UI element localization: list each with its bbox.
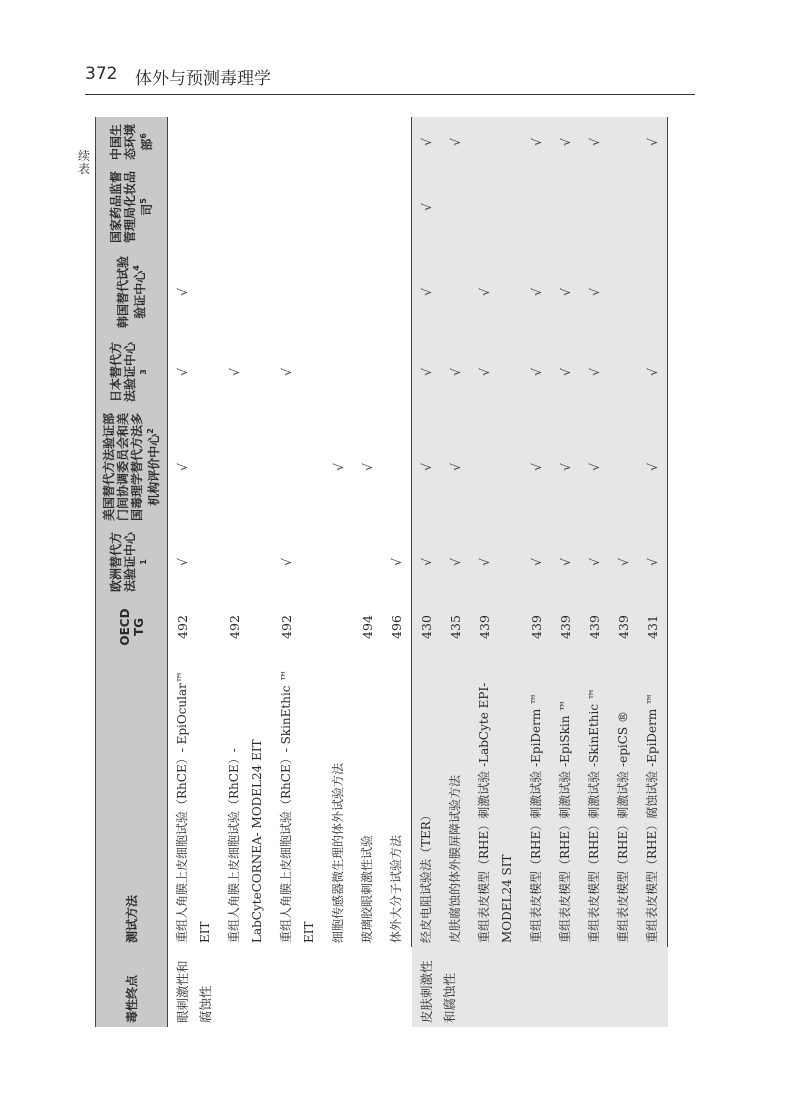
validation-mark-cell: √ <box>412 337 442 407</box>
validation-mark-cell: √ <box>360 463 375 471</box>
method-cell: 经皮电阻试验法（TER） <box>412 657 442 947</box>
validation-mark-cell: √ <box>580 407 609 527</box>
header-label: OECD TG <box>117 608 146 646</box>
validation-mark-cell <box>353 527 382 597</box>
table-row <box>272 117 324 1027</box>
validation-mark-cell: √ <box>638 407 668 527</box>
header-footnote-marker: 2 <box>146 428 155 434</box>
validation-mark-cell <box>382 247 412 337</box>
validation-mark-cell: √ <box>609 527 638 597</box>
validation-mark-cell <box>441 167 470 247</box>
validation-mark-cell <box>609 117 638 167</box>
validation-mark-cell <box>324 527 353 597</box>
validation-mark-cell <box>609 407 638 527</box>
validation-mark-cell: √ <box>470 247 522 337</box>
header-footnote-marker: 1 <box>139 559 148 565</box>
oecd-tg-cell: 439 <box>470 597 522 657</box>
validation-mark-cell: √ <box>441 117 470 167</box>
method-cell: 重组表皮模型（RHE）刺激试验 -EpiSkin ™ <box>551 657 580 947</box>
validation-mark-cell <box>324 117 353 167</box>
oecd-tg-cell: 439 <box>609 597 638 657</box>
method-cell: 重组人角膜上皮细胞试验（RhCE）- EpiOcular™ EIT <box>175 671 212 943</box>
table-header-row <box>96 117 168 1027</box>
oecd-tg-cell: 431 <box>638 597 668 657</box>
validation-mark-cell <box>220 167 272 247</box>
table-row <box>412 117 442 1027</box>
table-row <box>382 117 412 1027</box>
validation-mark-cell <box>638 247 668 337</box>
table-row <box>522 117 551 1027</box>
validation-mark-cell: √ <box>638 527 668 597</box>
method-cell: 重组人角膜上皮细胞试验（RhCE）- LabCyteCORNEA- MODEL24 EIT <box>227 739 264 943</box>
table-row <box>324 117 353 1027</box>
oecd-tg-cell: 430 <box>412 597 442 657</box>
method-cell: 重组表皮模型（RHE）腐蚀试验 -EpiDerm ™ <box>638 657 668 947</box>
header-footnote-marker: 6 <box>139 133 148 139</box>
oecd-tg-cell: 439 <box>580 597 609 657</box>
validation-mark-cell: √ <box>580 337 609 407</box>
header-footnote-marker: 3 <box>139 369 148 375</box>
validation-mark-cell: √ <box>580 117 609 167</box>
validation-mark-cell: √ <box>580 247 609 337</box>
validation-mark-cell: √ <box>638 337 668 407</box>
validation-mark-cell <box>470 167 522 247</box>
table-row <box>220 117 272 1027</box>
validation-mark-cell: √ <box>551 337 580 407</box>
validation-mark-cell <box>638 167 668 247</box>
validation-mark-cell <box>382 337 412 407</box>
validation-mark-cell: √ <box>175 558 190 566</box>
method-cell: 重组表皮模型（RHE）刺激试验 -SkinEthic ™ <box>580 657 609 947</box>
validation-mark-cell <box>272 407 324 527</box>
validation-mark-cell <box>522 167 551 247</box>
validation-mark-cell <box>324 247 353 337</box>
validation-mark-cell: √ <box>331 463 346 471</box>
endpoint-cell: 皮肤刺激性和腐蚀性 <box>412 947 668 1027</box>
validation-mark-cell: √ <box>522 247 551 337</box>
table-row <box>580 117 609 1027</box>
table-row <box>441 117 470 1027</box>
header-label: 国家药品监督管理局化妆品司 <box>109 170 154 243</box>
validation-mark-cell: √ <box>412 407 442 527</box>
validation-mark-cell <box>470 117 522 167</box>
oecd-tg-cell: 439 <box>522 597 551 657</box>
validation-mark-cell: √ <box>382 527 412 597</box>
validation-mark-cell: √ <box>279 558 294 566</box>
validation-mark-cell <box>220 407 272 527</box>
validation-mark-cell <box>353 337 382 407</box>
header-label: 日本替代方法验证中心 <box>109 342 137 403</box>
header-label: 韩国替代试验验证中心 <box>116 256 147 329</box>
validation-mark-cell <box>609 247 638 337</box>
validation-mark-cell: √ <box>522 337 551 407</box>
validation-mark-cell <box>353 167 382 247</box>
method-cell: 玻璃胶眼刺激性试验 <box>360 834 374 943</box>
validation-mark-cell: √ <box>580 527 609 597</box>
oecd-tg-cell: 435 <box>441 597 470 657</box>
oecd-tg-cell: 496 <box>382 597 412 657</box>
page-number: 372 <box>85 64 118 84</box>
validation-mark-cell <box>220 247 272 337</box>
header-col-ecvam <box>96 527 168 597</box>
method-cell: 皮肤腐蚀的体外膜屏障试验方法 <box>441 657 470 947</box>
validation-mark-cell <box>382 117 412 167</box>
validation-mark-cell <box>168 117 221 167</box>
validation-mark-cell <box>353 247 382 337</box>
validation-mark-cell: √ <box>551 117 580 167</box>
table-body <box>168 117 668 1027</box>
validation-mark-cell: √ <box>551 527 580 597</box>
header-col-jacvam <box>96 337 168 407</box>
validation-mark-cell: √ <box>638 117 668 167</box>
toxicity-method-table <box>95 117 668 1027</box>
validation-mark-cell <box>382 167 412 247</box>
method-cell: 重组表皮模型（RHE）刺激试验 -LabCyte EPI-MODEL24 SIT <box>470 657 522 947</box>
table-row <box>353 117 382 1027</box>
method-cell: 重组表皮模型（RHE）刺激试验 -epiCS ® <box>609 657 638 947</box>
oecd-tg-cell <box>324 597 353 657</box>
continued-label: 续表 <box>78 149 91 176</box>
validation-mark-cell: √ <box>470 527 522 597</box>
validation-mark-cell <box>272 247 324 337</box>
validation-mark-cell: √ <box>227 368 242 376</box>
validation-mark-cell <box>220 117 272 167</box>
validation-mark-cell: √ <box>441 407 470 527</box>
validation-mark-cell: √ <box>412 527 442 597</box>
method-cell: 重组表皮模型（RHE）刺激试验 -EpiDerm ™ <box>522 657 551 947</box>
header-footnote-marker: 4 <box>132 265 141 271</box>
endpoint-cell: 眼刺激性和腐蚀性 <box>175 960 213 1023</box>
validation-mark-cell: √ <box>551 247 580 337</box>
oecd-tg-cell: 439 <box>551 597 580 657</box>
rotated-table-container <box>95 117 705 1027</box>
book-title: 体外与预测毒理学 <box>135 69 271 89</box>
header-label: 毒性终点 <box>124 974 139 1023</box>
header-label: 美国替代方法验证部门间协调委员会和美国毒理学替代方法多机构评价中心 <box>102 413 161 522</box>
oecd-tg-cell: 494 <box>360 615 375 639</box>
validation-mark-cell: √ <box>522 117 551 167</box>
header-col-endpoint <box>96 947 168 1027</box>
method-cell: 细胞传感器微生理的体外试验方法 <box>331 762 345 943</box>
validation-mark-cell: √ <box>441 337 470 407</box>
validation-mark-cell <box>220 527 272 597</box>
oecd-tg-cell: 492 <box>227 615 242 639</box>
validation-mark-cell <box>382 407 412 527</box>
validation-mark-cell <box>168 167 221 247</box>
header-label: 欧洲替代方法验证中心 <box>109 532 137 593</box>
validation-mark-cell: √ <box>175 463 190 471</box>
validation-mark-cell <box>609 337 638 407</box>
validation-mark-cell: √ <box>175 288 190 296</box>
header-col-kocvam <box>96 247 168 337</box>
table-row <box>638 117 668 1027</box>
validation-mark-cell: √ <box>412 247 442 337</box>
table-rotator <box>95 117 705 1027</box>
method-cell: 体外大分子试验方法 <box>382 657 412 947</box>
validation-mark-cell: √ <box>279 368 294 376</box>
validation-mark-cell: √ <box>441 527 470 597</box>
validation-mark-cell: √ <box>470 337 522 407</box>
table-row <box>470 117 522 1027</box>
validation-mark-cell: √ <box>412 117 442 167</box>
validation-mark-cell: √ <box>522 407 551 527</box>
validation-mark-cell: √ <box>175 368 190 376</box>
validation-mark-cell <box>580 167 609 247</box>
header-rule <box>85 94 695 95</box>
method-cell: 重组人角膜上皮细胞试验（RhCE）- SkinEthic ™ EIT <box>279 669 316 943</box>
validation-mark-cell <box>272 117 324 167</box>
oecd-tg-cell: 492 <box>175 615 190 639</box>
validation-mark-cell <box>324 167 353 247</box>
validation-mark-cell <box>551 167 580 247</box>
validation-mark-cell <box>441 247 470 337</box>
validation-mark-cell <box>353 117 382 167</box>
header-col-oecd-tg <box>96 597 168 657</box>
header-col-method <box>96 657 168 947</box>
table-row <box>168 117 221 1027</box>
header-label: 中国生态环境部 <box>109 124 154 161</box>
header-footnote-marker: 5 <box>139 198 148 204</box>
header-col-iccvam <box>96 407 168 527</box>
validation-mark-cell: √ <box>551 407 580 527</box>
page-header <box>85 60 695 96</box>
header-label: 测试方法 <box>124 894 139 943</box>
validation-mark-cell <box>324 337 353 407</box>
table-row <box>609 117 638 1027</box>
table-row <box>551 117 580 1027</box>
validation-mark-cell <box>470 407 522 527</box>
validation-mark-cell <box>609 167 638 247</box>
validation-mark-cell: √ <box>412 167 442 247</box>
oecd-tg-cell: 492 <box>279 615 294 639</box>
header-col-nmpa <box>96 167 168 247</box>
validation-mark-cell <box>272 167 324 247</box>
header-col-mee <box>96 117 168 167</box>
validation-mark-cell: √ <box>522 527 551 597</box>
